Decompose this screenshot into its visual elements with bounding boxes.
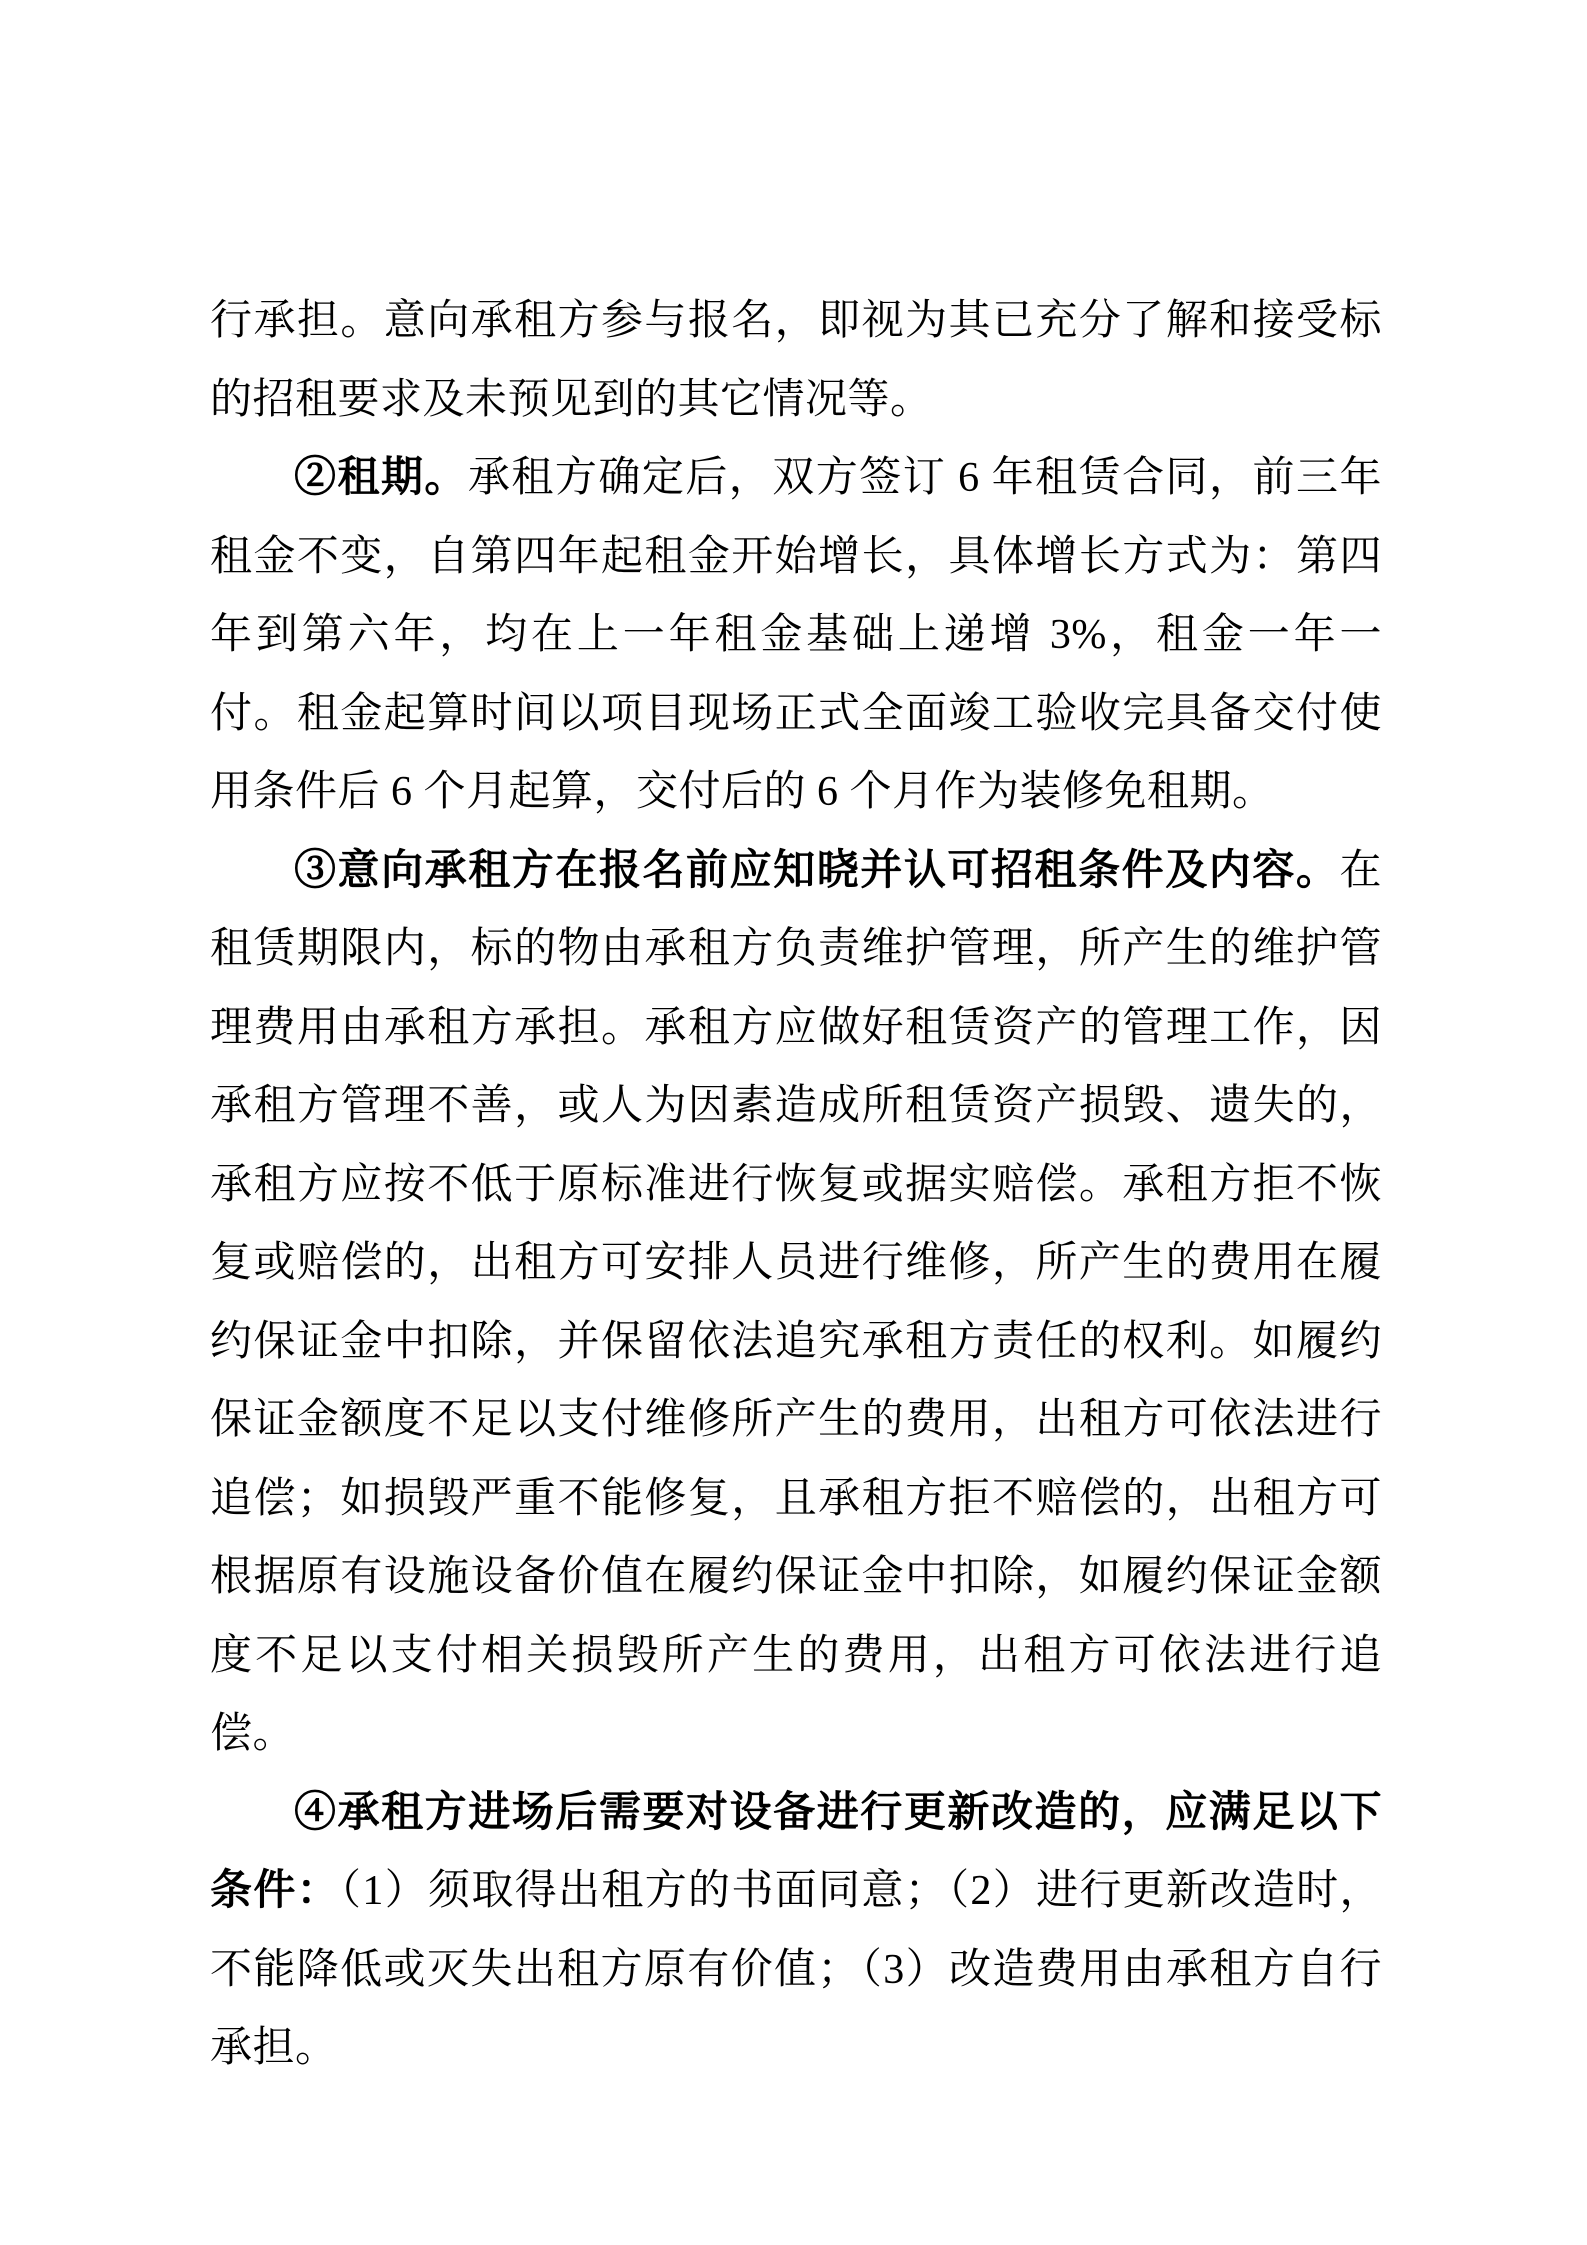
paragraph-item-4-bold-lead: ④承租方进场后需要对设备进行更新改造的，应满足以下条件： (210, 1789, 1382, 1914)
paragraph-item-3-acknowledge-conditions (210, 832, 1382, 1774)
paragraph-item-4-body-text: （1）须取得出租方的书面同意；（2）进行更新改造时，不能降低或灭失出租方原有价值；（3）改造费用由承租方自行承担。 (210, 1868, 1382, 2071)
paragraph-item-3-body-text: 在租赁期限内，标的物由承租方负责维护管理，所产生的维护管理费用由承租方承担。承租方应做好租赁资产的管理工作，因承租方管理不善，或人为因素造成所租赁资产损毁、遗失的，承租方应按不低于原标准进行恢复或据实赔偿。承租方拒不恢复或赔偿的，出租方可安排人员进行维修，所产生的费用在履约保证金中扣除，并保留依法追究承租方责任的权利。如履约保证金额度不足以支付维修所产生的费用，出租方可依法进行追偿；如损毁严重不能修复，且承租方拒不赔偿的，出租方可根据原有设施设备价值在履约保证金中扣除，如履约保证金额度不足以支付相关损毁所产生的费用，出租方可依法进行追偿。 (210, 847, 1382, 1757)
paragraph-item-2-lease-term (210, 439, 1382, 832)
paragraph-item-2-bold-lead: ②租期。 (294, 455, 468, 501)
paragraph-continuation (210, 282, 1382, 439)
paragraph-continuation-text: 行承担。意向承租方参与报名，即视为其已充分了解和接受标的招租要求及未预见到的其它情况等。 (210, 298, 1382, 423)
paragraph-item-2-body-text: 承租方确定后，双方签订 6 年租赁合同，前三年租金不变，自第四年起租金开始增长，具体增长方式为：第四年到第六年，均在上一年租金基础上递增 3%，租金一年一付。租金起算时间以项目现场正式全面竣工验收完具备交付使用条件后 6 个月起算，交付后的 6 个月作为装修免租期。 (210, 455, 1382, 815)
paragraph-item-4-equipment-renovation (210, 1774, 1382, 2088)
paragraph-item-3-bold-lead: ③意向承租方在报名前应知晓并认可招租条件及内容。 (294, 847, 1340, 894)
document-text-block (210, 282, 1382, 2088)
